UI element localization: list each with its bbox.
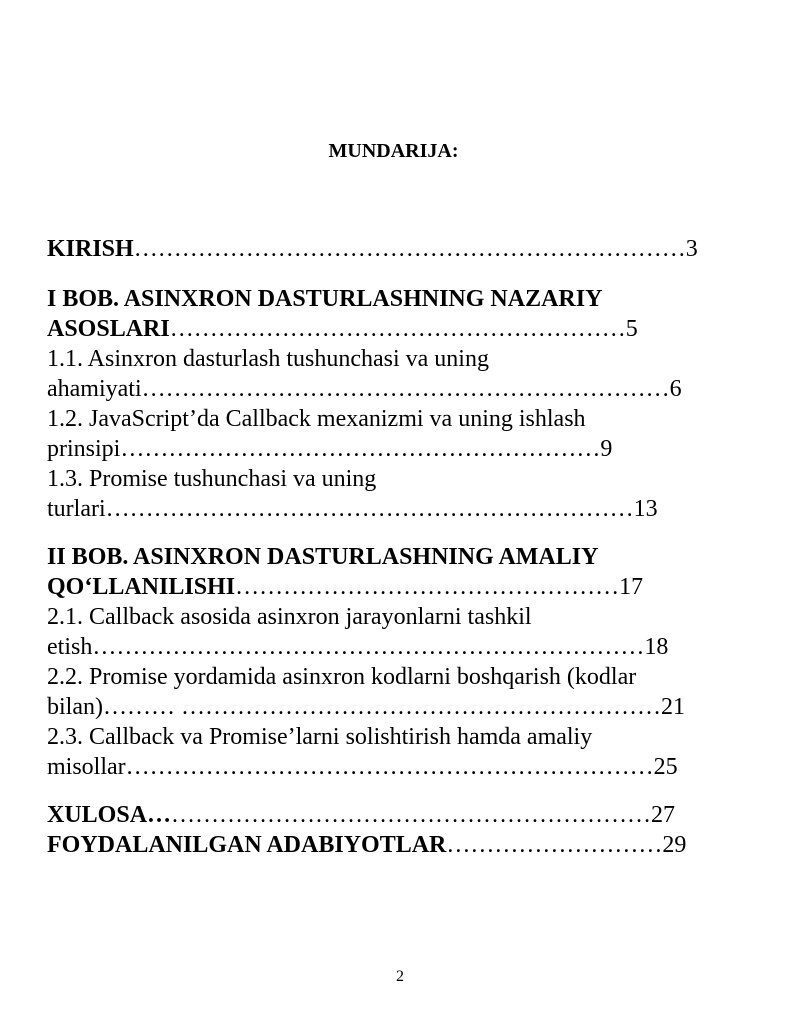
toc-leader-dots: ………………………………………………………… <box>125 754 654 780</box>
toc-entry-label: 1.3. Promise tushunchasi va uning <box>47 466 377 492</box>
toc-leader-dots: …………………………………………………………… <box>92 634 645 660</box>
toc-entry-1-1 <box>47 344 682 404</box>
toc-entry-xulosa <box>47 800 675 830</box>
toc-leader-dots: …………………………………………………………… <box>133 236 686 262</box>
toc-page-number: 25 <box>653 754 678 780</box>
toc-entry-2-3 <box>47 722 678 782</box>
toc-entry-label: II BOB. ASINXRON DASTURLASHNING AMALIY <box>47 544 599 570</box>
toc-entry-bob1 <box>47 284 638 344</box>
toc-entry-label: 2.3. Callback va Promise’larni solishtirish hamda amaliy <box>47 724 593 750</box>
toc-page-number: 17 <box>619 574 644 600</box>
toc-entry-label-cont: QO‘LLANILISHI <box>47 574 236 600</box>
toc-leader-dots: ……… …………………………………………………… <box>102 694 661 720</box>
toc-entry-label: KIRISH <box>47 236 134 262</box>
toc-leader-dots: …………………………………………………… <box>120 436 601 462</box>
toc-entry-label: FOYDALANILGAN ADABIYOTLAR <box>47 832 447 858</box>
toc-page-number: 18 <box>644 634 669 660</box>
page-number: 2 <box>396 968 404 985</box>
toc-leader-dots: ………………………………………………… <box>169 316 626 342</box>
toc-page-number: 3 <box>685 236 698 262</box>
toc-entry-1-2 <box>47 404 612 464</box>
toc-entry-label: 2.2. Promise yordamida asinxron kodlarni boshqarish (kodlar <box>47 664 637 690</box>
toc-entry-label-cont: turlari <box>47 496 106 522</box>
toc-title: MUNDARIJA: <box>328 140 459 162</box>
toc-leader-dots: …………………………………………………… <box>171 802 652 828</box>
toc-entry-adabiyotlar <box>47 830 686 860</box>
toc-entry-label: I BOB. ASINXRON DASTURLASHNING NAZARIY <box>47 286 603 312</box>
toc-entry-1-3 <box>47 464 658 524</box>
toc-page-number: 6 <box>669 376 682 402</box>
toc-page-number: 13 <box>633 496 658 522</box>
toc-entry-label: 1.2. JavaScript’da Callback mexanizmi va uning ishlash <box>47 406 586 432</box>
toc-entry-label-cont: bilan) <box>47 694 103 720</box>
toc-entry-label: 2.1. Callback asosida asinxron jarayonlarni tashkil <box>47 604 532 630</box>
toc-page-number: 29 <box>662 832 687 858</box>
toc-entry-label-cont: prinsipi <box>47 436 121 462</box>
toc-leader-dots: ………………………………………………………… <box>141 376 670 402</box>
toc-entry-label-cont: misollar <box>47 754 126 780</box>
toc-page-number: 27 <box>651 802 676 828</box>
toc-page-number: 21 <box>660 694 685 720</box>
toc-entry-label: 1.1. Asinxron dasturlash tushunchasi va uning <box>47 346 489 372</box>
toc-entry-2-2 <box>47 662 685 722</box>
toc-page-number: 9 <box>600 436 613 462</box>
toc-leader-dots: ………………………………………………………… <box>105 496 634 522</box>
toc-entry-2-1 <box>47 602 668 662</box>
toc-entry-label-cont: etish <box>47 634 93 660</box>
toc-entry-bob2 <box>47 542 643 602</box>
toc-entry-label: XULOSA… <box>47 802 172 828</box>
toc-page-number: 5 <box>625 316 638 342</box>
toc-leader-dots: ………………………………………… <box>235 574 620 600</box>
toc-leader-dots: ……………………… <box>446 832 663 858</box>
toc-entry-label-cont: ahamiyati <box>47 376 142 402</box>
toc-entry-label-cont: ASOSLARI <box>47 316 170 342</box>
toc-entry-kirish <box>47 234 698 264</box>
